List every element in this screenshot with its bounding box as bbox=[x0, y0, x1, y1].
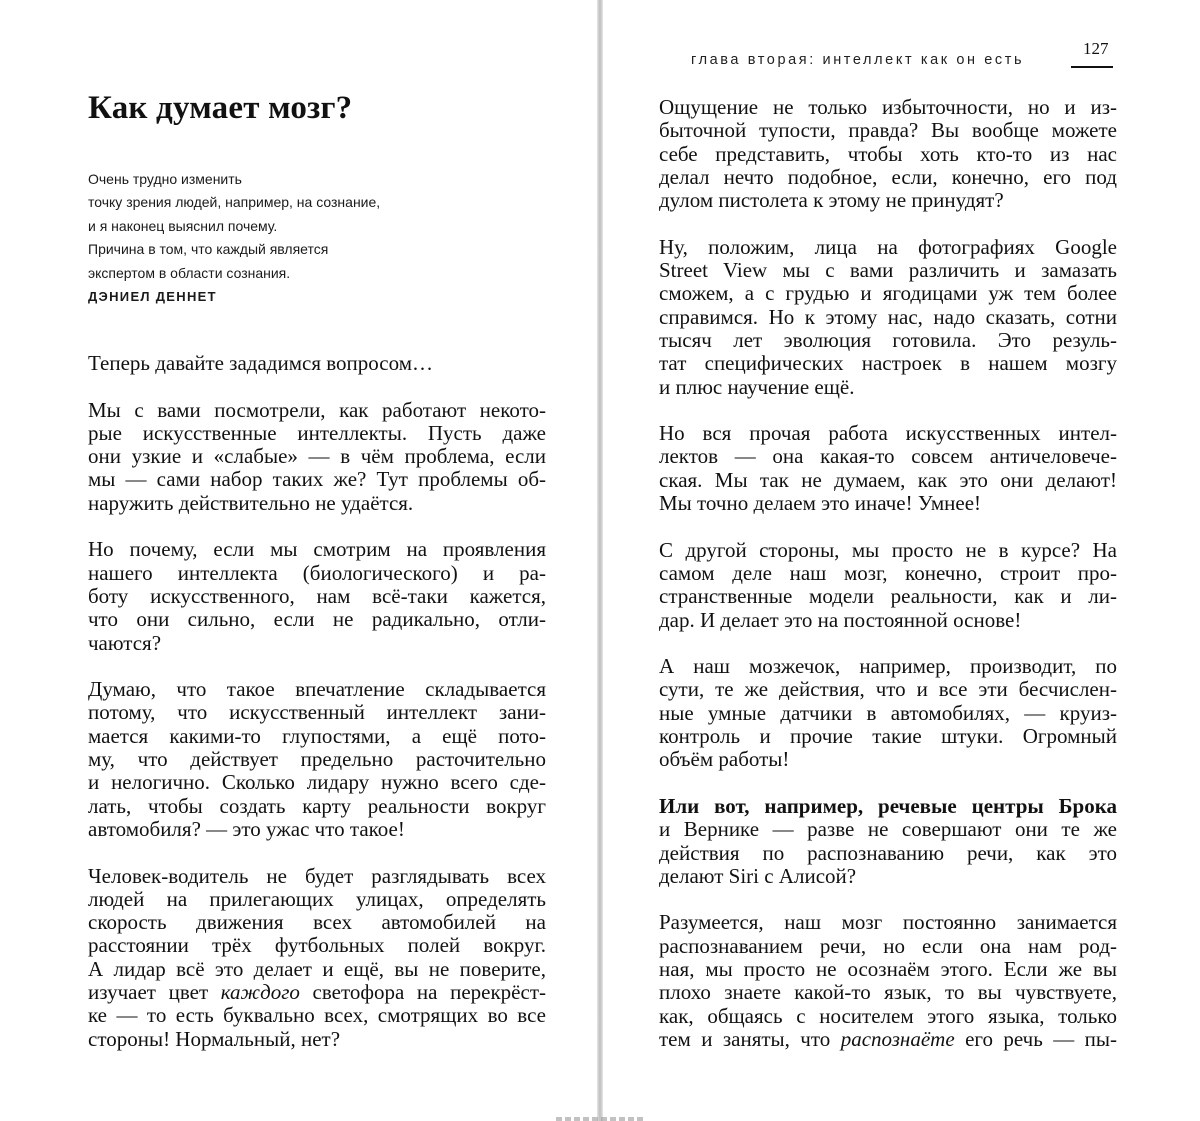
page-number-rule bbox=[1071, 66, 1113, 68]
paragraph bbox=[88, 538, 546, 654]
scan-artifact bbox=[556, 1117, 646, 1121]
italic-run: каждого bbox=[220, 980, 300, 1005]
text-line: потому, что искусственный интеллект зани- bbox=[88, 700, 546, 725]
paragraph bbox=[88, 678, 546, 841]
text-line: Но вся прочая работа искусственных интел- bbox=[659, 421, 1117, 446]
paragraph bbox=[659, 422, 1117, 515]
text-line: Ну, положим, лица на фотографиях Google bbox=[659, 234, 1117, 259]
text-line: стороны! Нормальный, нет? bbox=[88, 1026, 341, 1051]
text-line: сможем, а с грудью и ягодицами уж тем более bbox=[659, 281, 1117, 306]
text-line: автомобиля? — это ужас что такое! bbox=[88, 816, 405, 841]
page-number: 127 bbox=[1083, 39, 1109, 58]
text-line: делал нечто подобное, если, конечно, его под bbox=[659, 164, 1117, 189]
epigraph-author: ДЭНИЕЛ ДЕННЕТ bbox=[88, 289, 217, 305]
text-line: себе представить, чтобы хоть кто-то из нас bbox=[659, 141, 1117, 166]
text-line: они узкие и «слабые» — в чём проблема, если bbox=[88, 444, 546, 469]
text-line: расстоянии трёх футбольных полей вокруг. bbox=[88, 933, 546, 958]
text-line: объём работы! bbox=[659, 747, 790, 772]
text-line: Но почему, если мы смотрим на проявления bbox=[88, 537, 546, 562]
text-line: странственные модели реальности, как и ли- bbox=[659, 584, 1117, 609]
paragraph bbox=[659, 911, 1117, 1051]
text-line: самом деле наш мозг, конечно, строит про- bbox=[659, 560, 1117, 585]
text-line: скорость движения всех автомобилей на bbox=[88, 910, 546, 935]
running-head: глава вторая: интеллект как он есть bbox=[691, 52, 1025, 68]
text-run: его речь — пы- bbox=[954, 1026, 1117, 1051]
paragraph bbox=[659, 655, 1117, 771]
left-body-text bbox=[88, 352, 546, 1074]
epigraph-line: Причина в том, что каждый является bbox=[88, 241, 329, 258]
text-line: лать, чтобы создать карту реальности вокруг bbox=[88, 793, 546, 818]
left-page bbox=[0, 0, 597, 1121]
text-line: как, общаясь с носителем этого языка, только bbox=[659, 1003, 1117, 1028]
right-page bbox=[603, 0, 1200, 1121]
text-line: боту искусственного, нам всё-таки кажется, bbox=[88, 583, 546, 608]
text-line-with-italic bbox=[659, 1028, 1117, 1051]
text-line: Street View мы с вами различить и замазать bbox=[659, 258, 1117, 283]
text-run: светофора на перекрёст- bbox=[299, 980, 546, 1005]
text-line: А наш мозжечок, например, производит, по bbox=[659, 654, 1117, 679]
text-line: сути, те же действия, что и все эти бесчислен- bbox=[659, 677, 1117, 702]
text-line: действия по распознаванию речи, как это bbox=[659, 840, 1117, 865]
text-line: нашего интеллекта (биологического) и ра- bbox=[88, 560, 546, 585]
paragraph bbox=[88, 865, 546, 1051]
text-line: му, что действует предельно расточительно bbox=[88, 747, 546, 772]
text-line: ная, мы просто не осознаём этого. Если же вы bbox=[659, 956, 1117, 981]
text-line: распознаванием речи, но если она нам род- bbox=[659, 933, 1117, 958]
paragraph bbox=[659, 96, 1117, 212]
text-line: тысяч лет эволюция готовила. Это резуль- bbox=[659, 327, 1117, 352]
text-line: контроль и прочие такие штуки. Огромный bbox=[659, 724, 1117, 749]
text-line: делают Siri с Алисой? bbox=[659, 863, 857, 888]
text-line: Думаю, что такое впечатление складывается bbox=[88, 677, 546, 702]
right-body-text bbox=[659, 96, 1117, 1074]
italic-run: распознаёте bbox=[840, 1026, 955, 1051]
text-line: что они сильно, если не радикально, отли- bbox=[88, 607, 546, 632]
text-run: изучает цвет bbox=[88, 980, 221, 1005]
text-line: и нелогично. Сколько лидару нужно всего сде- bbox=[88, 770, 546, 795]
text-line-with-italic bbox=[88, 981, 546, 1004]
epigraph-line: и я наконец выяснил почему. bbox=[88, 217, 278, 234]
text-line: чаются? bbox=[88, 630, 162, 655]
paragraph bbox=[659, 539, 1117, 632]
text-line: ке — то есть буквально всех, смотрящих во все bbox=[88, 1003, 546, 1028]
text-line: и Вернике — разве не совершают они те же bbox=[659, 817, 1117, 842]
text-line: дар. И делает это на постоянной основе! bbox=[659, 607, 1022, 632]
text-line: А лидар всё это делает и ещё, вы не поверите, bbox=[88, 956, 546, 981]
chapter-title: Как думает мозг? bbox=[88, 90, 353, 126]
epigraph bbox=[88, 168, 448, 308]
text-line: наружить действительно не удаётся. bbox=[88, 490, 414, 515]
epigraph-line: Очень трудно изменить bbox=[88, 171, 242, 187]
text-line: тат специфических настроек в нашем мозгу bbox=[659, 351, 1117, 376]
text-line: дулом пистолета к этому не принудят? bbox=[659, 188, 1004, 213]
text-line: Ощущение не только избыточности, но и из- bbox=[659, 95, 1117, 119]
text-line: Теперь давайте зададимся вопросом… bbox=[88, 351, 433, 375]
text-line: лектов — она какая-то совсем античеловече- bbox=[659, 444, 1117, 469]
bold-text-line: Или вот, например, речевые центры Брока bbox=[659, 793, 1117, 818]
text-run: тем и заняты, что bbox=[659, 1026, 841, 1051]
paragraph bbox=[88, 352, 546, 375]
text-line: Разумеется, наш мозг постоянно занимается bbox=[659, 910, 1117, 935]
text-line: мы — сами набор таких же? Тут проблемы об- bbox=[88, 467, 546, 492]
text-line: рые искусственные интеллекты. Пусть даже bbox=[88, 420, 546, 445]
text-line: мается какими-то глупостями, а ещё пото- bbox=[88, 723, 546, 748]
text-line: людей на прилегающих улицах, определять bbox=[88, 886, 546, 911]
text-line: Человек-водитель не будет разглядывать всех bbox=[88, 863, 546, 888]
paragraph bbox=[659, 236, 1117, 399]
text-line: и плюс научение ещё. bbox=[659, 374, 855, 399]
text-line: Мы с вами посмотрели, как работают некото- bbox=[88, 397, 546, 422]
epigraph-line: точку зрения людей, например, на сознание, bbox=[88, 194, 381, 211]
text-line: плохо знаете какой-то язык, то вы чувствуете, bbox=[659, 980, 1117, 1005]
text-line: С другой стороны, мы просто не в курсе? На bbox=[659, 537, 1117, 562]
text-line: быточной тупости, правда? Вы вообще можете bbox=[659, 118, 1117, 143]
paragraph bbox=[88, 399, 546, 515]
paragraph bbox=[659, 795, 1117, 888]
text-line: справимся. Но к этому нас, надо сказать, сотни bbox=[659, 304, 1117, 329]
text-line: ные умные датчики в автомобилях, — круиз- bbox=[659, 700, 1117, 725]
text-line: Мы точно делаем это иначе! Умнее! bbox=[659, 491, 982, 516]
epigraph-line: экспертом в области сознания. bbox=[88, 264, 291, 281]
text-line: ская. Мы так не думаем, как это они делают! bbox=[659, 467, 1117, 492]
